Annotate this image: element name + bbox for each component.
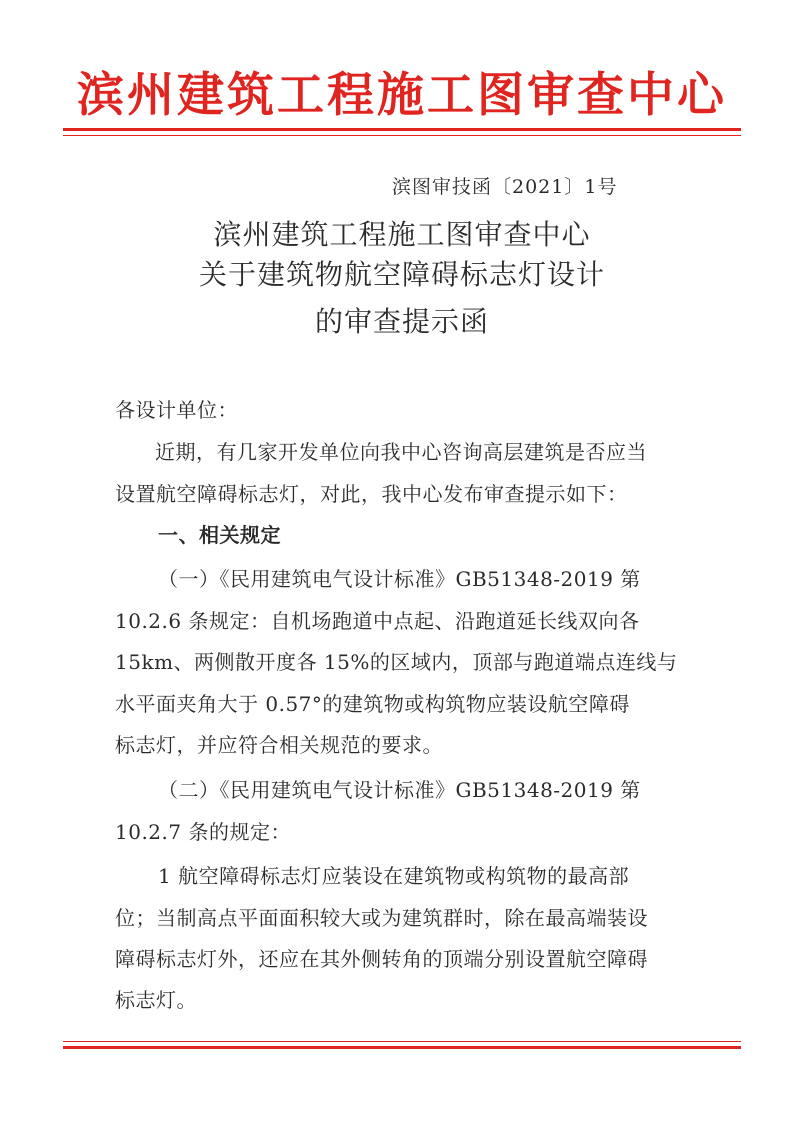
text-line: 设置航空障碍标志灯，对此，我中心发布审查提示如下： (115, 482, 628, 506)
text-line: 标志灯。 (115, 988, 197, 1012)
text-line: 10.2.7 条的规定： (115, 820, 291, 844)
footer-rule-thin (63, 1041, 741, 1042)
text-line: 标志灯，并应符合相关规范的要求。 (115, 733, 443, 757)
footer-rule-thick (63, 1046, 741, 1049)
text-line: 1 航空障碍标志灯应装设在建筑物或构筑物的最高部 (158, 864, 630, 888)
text-line: 位；当制高点平面面积较大或为建筑群时，除在最高端装设 (115, 906, 648, 930)
text-line: 10.2.6 条规定：自机场跑道中点起、沿跑道延长线双向各 (115, 609, 640, 633)
text-line: 15km、两侧散开度各 15%的区域内，顶部与跑道端点连线与 (115, 650, 678, 674)
title-line: 滨州建筑工程施工图审查中心 (213, 218, 591, 251)
text-line: （一）《民用建筑电气设计标准》GB51348-2019 第 (158, 567, 641, 591)
letterhead-rule-thick (63, 128, 741, 131)
letterhead-title: 滨州建筑工程施工图审查中心 (77, 68, 727, 123)
letterhead-rule-thin (63, 135, 741, 136)
text-line: 水平面夹角大于 0.57°的建筑物或构筑物应装设航空障碍 (115, 692, 630, 716)
text-line: （二）《民用建筑电气设计标准》GB51348-2019 第 (158, 778, 641, 802)
salutation: 各设计单位： (115, 398, 238, 422)
title-line: 的审查提示函 (314, 305, 489, 338)
text-line: 障碍标志灯外，还应在其外侧转角的顶端分别设置航空障碍 (115, 947, 648, 971)
title-line: 关于建筑物航空障碍标志灯设计 (198, 258, 605, 291)
text-line: 近期，有几家开发单位向我中心咨询高层建筑是否应当 (155, 440, 647, 464)
document-number: 滨图审技函〔2021〕1号 (392, 176, 618, 198)
section-heading: 一、相关规定 (158, 523, 281, 547)
